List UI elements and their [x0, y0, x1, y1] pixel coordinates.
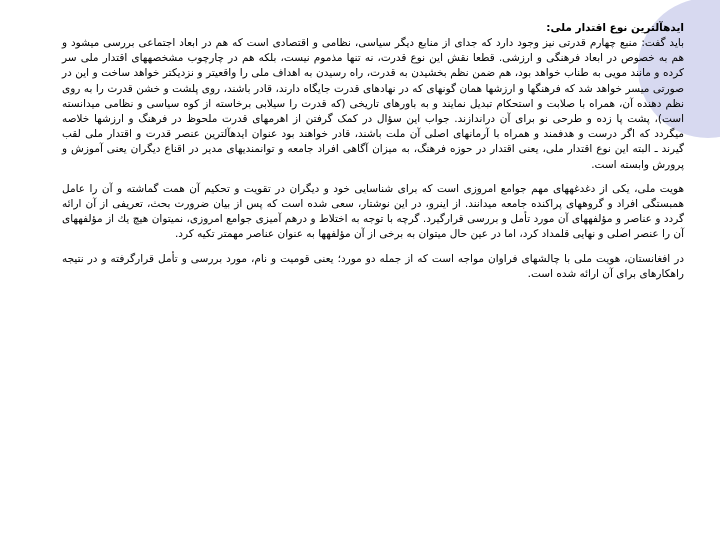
slide-title: ایدهآلترین نوع اقتدار ملی: — [546, 22, 684, 34]
slide-content — [62, 22, 684, 291]
paragraph-cultural-authority: باید گفت: منبع چهارم قدرتی نیز وجود دارد که جدای از منابع دیگر سیاسی، نظامی و اقتصادی است که هم در ابعاد اجتماعی بررسی میشود و هم به خصوص در ابعاد فرهنگی و ارزشی. قطعا نقش این نوع قدرت، نه تنها مذموم نیست، بلکه هم در چارچوب مشخصههای اقتدار ملی سر کرده و مانند مویی به طناب خواهد بود، هم ضمن نظم بخشیدن به قدرت، راه رسیدن به اهداف ملی را واقعیتر و نزدیکتر خواهد ساخت و این در صورتی میسر خواهد شد که فرهنگها و ارزشها همان گونهای که در نهادهای قدرت جایگاه دارند، قادر باشند، روی پلشت و خشن قدرت را به روی نظم دهنده آن، همراه با صلابت و استحکام تبدیل نمایند و به باورهای تاریخی (که قدرت را سیلابی برخاسته از کوه سیاسی و نظامی میدانسته است)، پشت پا زده و طرحی نو برای آن دراندازند. جواب این سؤال در کمک گرفتن از اهرمهای قدرت ملحوظ در فرهنگ و ارزشها خلاصه میگردد که اگر درست و هدفمند و همراه با آرمانهای اصلی آن ملت باشند، قادر خواهند بود عنوان ایدهآلترین عنصر قدرت و اقتدار ملی لقب گیرند ـ البته این نوع اقتدار ملی، یعنی اقتدار در حوزه فرهنگ، به میزان آگاهی افراد جامعه و توانمندیهای مدیر در اقناع دیگران یعنی آموزش و پرورش وابسته است. — [62, 37, 684, 171]
paragraph-national-identity: هویت ملی، یکی از دغدغههای مهم جوامع امروزی است که برای شناسایی خود و دیگران در تقویت و تحکیم آن همت گماشته و آن را عامل همبستگی افراد و گروههای پراکنده جامعه میدانند. از اینرو، در این نوشتار، سعی شده است که پس از بیان ضرورت بحث، تعریفی از آن ارائه گردد و عناصر و مؤلفههای آن مورد تأمل و بررسی قرارگیرد. گرچه با توجه به اختلاط و درهم آمیزی جوامع امروزی، نمیتوان هیچ یك از مؤلفههای آن را عنصر اصلی و نهایی قلمداد كرد، اما در عین حال میتوان به برخی از آن مؤلفهها به عنوان عناصر مهمتر تكیه كرد. — [62, 182, 684, 241]
paragraph-afghanistan: در افغانستان، هویت ملی با چالشهای فراوان مواجه است كه از جمله دو مورد؛ یعنی قومیت و نام، مورد بررسی و تأمل قرارگرفته و در نتیجه راهكارهای برای آن ارائه شده است. — [62, 252, 684, 280]
